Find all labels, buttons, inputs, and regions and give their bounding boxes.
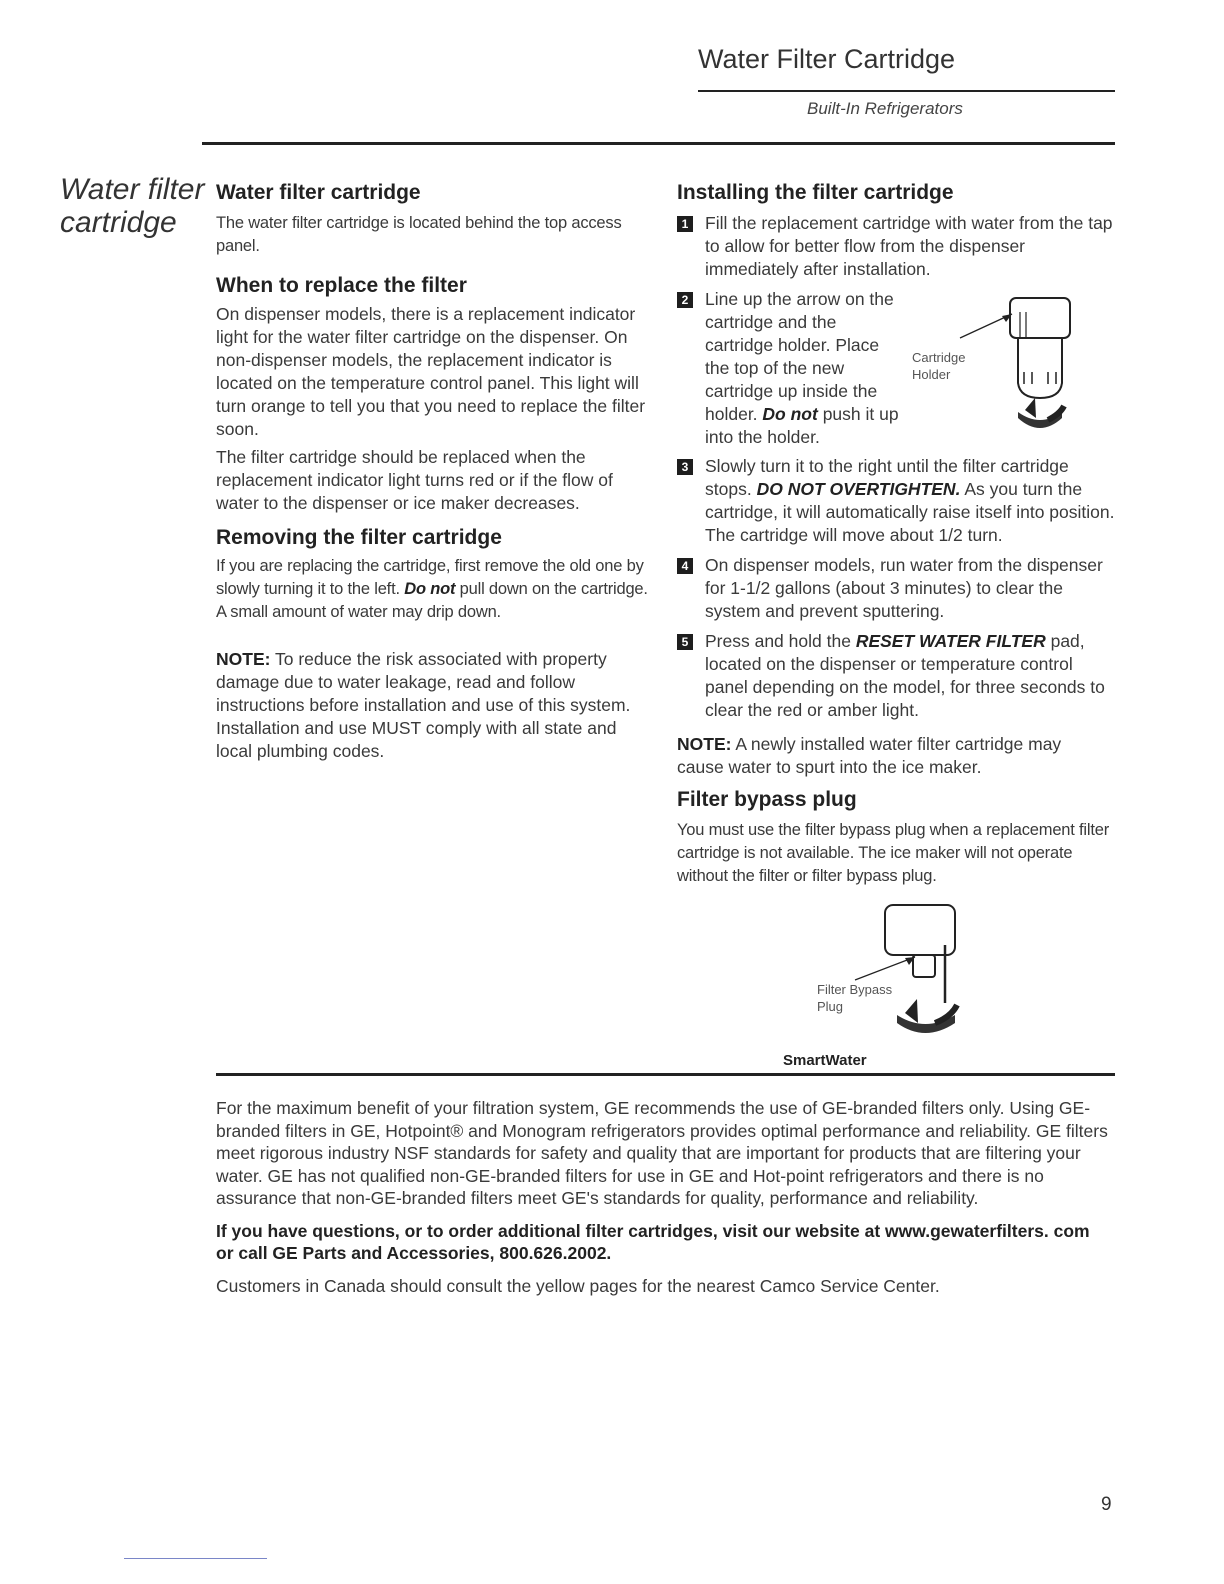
step-5-emphasis: RESET WATER FILTER xyxy=(855,631,1046,651)
cartridge-body-outline xyxy=(1018,338,1062,398)
water-filter-text: The water filter cartridge is located behind the top access panel. xyxy=(216,214,622,255)
removing-text-start: If you are replacing the cartridge, first remove the old one by slowly turning it to the left. xyxy=(216,557,644,598)
bypass-label-line2: Plug xyxy=(817,999,844,1014)
rotation-arrow-icon xyxy=(1018,398,1064,428)
step-2-text xyxy=(705,288,905,449)
step-3-emphasis: DO NOT OVERTIGHTEN. xyxy=(756,479,961,499)
install-step-4 xyxy=(677,554,1127,623)
cartridge-holder-illustration xyxy=(900,288,1090,448)
footer-link-underline xyxy=(124,1558,267,1559)
header-divider xyxy=(698,90,1115,92)
footer-paragraph-2: If you have questions, or to order additional filter cartridges, visit our website at www.gewaterfilters. com or call GE Parts and Accessories, 800.626.2002. xyxy=(216,1220,1090,1263)
bypass-rotation-arrow-icon xyxy=(897,999,957,1033)
cartridge-label-line1: Cartridge xyxy=(912,350,966,365)
bypass-plug-outline xyxy=(913,955,935,977)
install-step-1 xyxy=(677,212,1127,281)
side-title-line1: Water filter xyxy=(60,173,205,206)
removing-paragraph xyxy=(216,555,656,624)
removing-emphasis: Do not xyxy=(404,580,456,598)
left-column xyxy=(216,180,656,763)
right-note-label: NOTE: xyxy=(677,734,732,754)
replace-paragraph-2: The filter cartridge should be replaced when the replacement indicator light turns red or if the flow of water to the dispenser or ice maker decreases. xyxy=(216,447,613,513)
removing-text-end: pull down on the cartridge. A small amount of water may drip down. xyxy=(216,580,648,621)
section-side-title xyxy=(60,173,204,239)
step-number-1: 1 xyxy=(677,216,693,232)
left-note xyxy=(216,648,641,763)
holder-top-outline xyxy=(1010,298,1070,338)
step-2-emphasis: Do not xyxy=(762,404,818,424)
removing-heading: Removing the filter cartridge xyxy=(216,526,502,549)
right-note-text: A newly installed water filter cartridge may cause water to spurt into the ice maker. xyxy=(677,734,1062,777)
step-5-text-start: Press and hold the xyxy=(705,631,851,651)
step-5-text xyxy=(705,630,1117,722)
page-number: 9 xyxy=(1101,1494,1112,1515)
step-number-2: 2 xyxy=(677,292,693,308)
right-lower xyxy=(677,733,1122,888)
step-1-text: Fill the replacement cartridge with water from the tap to allow for better flow from the dispenser immediately after installation. xyxy=(705,213,1113,279)
bypass-label-line1: Filter Bypass xyxy=(817,982,893,997)
smartwater-brand: SmartWater xyxy=(783,1052,867,1069)
cartridge-label-line2: Holder xyxy=(912,367,951,382)
step-number-5: 5 xyxy=(677,634,693,650)
left-note-text: To reduce the risk associated with property damage due to water leakage, read and follow instructions before installation and use of this system. Installation and use MUST comply with all state and local plumbing codes. xyxy=(216,649,631,761)
footer-paragraph-3: Customers in Canada should consult the yellow pages for the nearest Camco Service Center. xyxy=(216,1275,940,1296)
page-header-title: Water Filter Cartridge xyxy=(698,44,956,74)
install-heading: Installing the filter cartridge xyxy=(677,181,954,204)
step-number-4: 4 xyxy=(677,558,693,574)
step-4-text: On dispenser models, run water from the dispenser for 1-1/2 gallons (about 3 minutes) to clear the system and prevent sputtering. xyxy=(705,555,1103,621)
bypass-heading: Filter bypass plug xyxy=(677,788,857,811)
left-note-label: NOTE: xyxy=(216,649,271,669)
install-step-5 xyxy=(677,630,1127,722)
water-filter-heading: Water filter cartridge xyxy=(216,181,421,204)
section-divider xyxy=(202,142,1115,145)
step-3-text xyxy=(705,455,1117,547)
step-5-text-end: pad, located on the dispenser or temperature control panel depending on the model, for three seconds to clear the red or amber light. xyxy=(705,631,1105,720)
side-title-line2: cartridge xyxy=(60,206,177,239)
right-column xyxy=(677,180,1122,206)
install-step-3 xyxy=(677,455,1127,547)
step-2-text-start: Line up the arrow on the cartridge and the cartridge holder. Place the top of the new cartridge up inside the holder. xyxy=(705,289,894,424)
page-header-subtitle: Built-In Refrigerators xyxy=(807,99,963,118)
step-3-text-end: As you turn the cartridge, it will automatically raise itself into position. The cartridge will move about 1/2 turn. xyxy=(705,479,1115,545)
bypass-pointer-line xyxy=(855,957,915,980)
bypass-paragraph: You must use the filter bypass plug when a replacement filter cartridge is not available. The ice maker will not operate without the filter or filter bypass plug. xyxy=(677,821,1110,885)
right-note xyxy=(677,733,1097,779)
replace-paragraph-1: On dispenser models, there is a replacement indicator light for the water filter cartridge on the dispenser. On non-dispenser models, the replacement indicator is located on the temperature control panel. This light will turn orange to tell you that you need to replace the filter soon. xyxy=(216,304,646,439)
cartridge-grip-ridges xyxy=(1024,372,1056,384)
footer-paragraph-1: For the maximum benefit of your filtration system, GE recommends the use of GE-branded filters only. Using GE-branded filters in GE, Hotpoint® and Monogram refrigerators provides optimal performance and reliability. GE filters meet rigorous industry NSF standards for safety and quality that are important for products that are filtering your water. GE has not qualified non-GE-branded filters for use in GE and Hot-point refrigerators and there is no assurance that non-GE-branded filters meet GE's standards for quality, performance and reliability. xyxy=(216,1098,1108,1208)
footer-divider xyxy=(216,1073,1115,1076)
step-2-text-end: push it up into the holder. xyxy=(705,404,899,447)
bypass-plug-illustration xyxy=(783,895,1005,1070)
step-number-3: 3 xyxy=(677,459,693,475)
step-3-text-start: Slowly turn it to the right until the filter cartridge stops. xyxy=(705,456,1069,499)
footer-section xyxy=(216,1097,1111,1298)
replace-heading: When to replace the filter xyxy=(216,274,467,297)
